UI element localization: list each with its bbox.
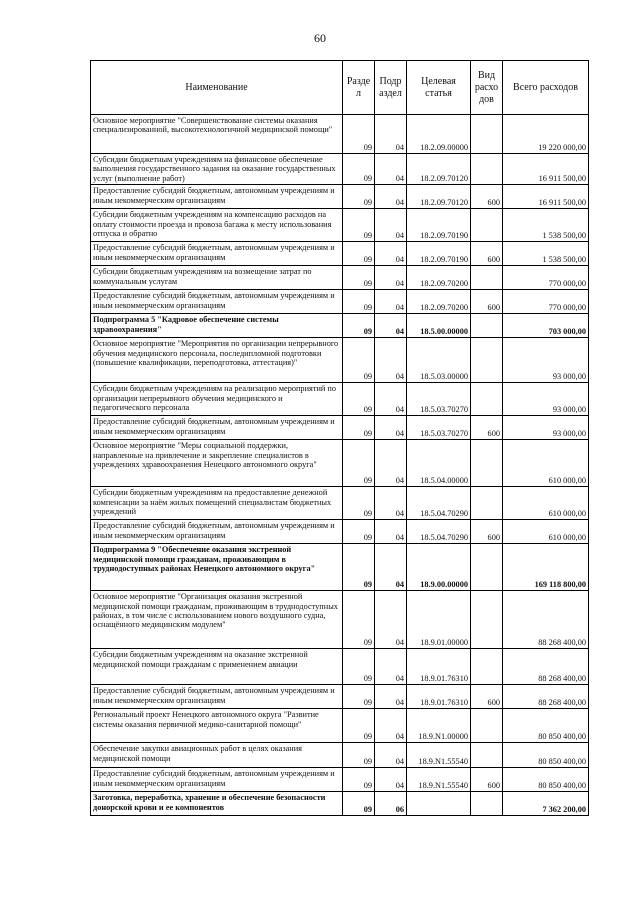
row-expense-type-cell: 600 bbox=[471, 242, 503, 266]
row-name-cell: Субсидии бюджетным учреждениям на предоставление денежной компенсации за наём жилых помещений специалистам бюджетных учреждений bbox=[91, 487, 343, 520]
row-total-cell: 19 220 000,00 bbox=[503, 115, 589, 154]
row-subsection-cell: 04 bbox=[375, 416, 407, 440]
row-subsection-cell: 06 bbox=[375, 792, 407, 816]
row-subsection-cell: 04 bbox=[375, 487, 407, 520]
table-row bbox=[91, 338, 589, 383]
table-row bbox=[91, 440, 589, 487]
row-total-cell: 88 268 400,00 bbox=[503, 591, 589, 649]
budget-table bbox=[90, 60, 589, 816]
row-expense-type-cell bbox=[471, 709, 503, 743]
table-row bbox=[91, 544, 589, 591]
table-row bbox=[91, 115, 589, 154]
row-subsection-cell: 04 bbox=[375, 266, 407, 290]
row-target-cell: 18.2.09.70120 bbox=[407, 185, 471, 209]
row-target-cell: 18.2.09.70120 bbox=[407, 154, 471, 185]
row-name-cell: Заготовка, переработка, хранение и обеспечение безопасности донорской крови и ее компонентов bbox=[91, 792, 343, 816]
table-row bbox=[91, 242, 589, 266]
row-total-cell: 80 850 400,00 bbox=[503, 743, 589, 768]
table-header-row bbox=[91, 61, 589, 115]
row-total-cell: 93 000,00 bbox=[503, 338, 589, 383]
header-expense-type: Вид расхо дов bbox=[471, 61, 503, 115]
row-target-cell: 18.9.N1.55540 bbox=[407, 768, 471, 792]
row-name-cell: Предоставление субсидий бюджетным, автономным учреждениям и иным некоммерческим организациям bbox=[91, 685, 343, 709]
row-total-cell: 16 911 500,00 bbox=[503, 154, 589, 185]
table-row bbox=[91, 383, 589, 416]
row-expense-type-cell bbox=[471, 314, 503, 338]
row-expense-type-cell bbox=[471, 487, 503, 520]
row-name-cell: Субсидии бюджетным учреждениям на компенсацию расходов на оплату стоимости проезда и провоза багажа к месту использования отпуска и обратно bbox=[91, 209, 343, 242]
row-target-cell: 18.9.01.76310 bbox=[407, 649, 471, 685]
row-name-cell: Субсидии бюджетным учреждениям на возмещение затрат по коммунальным услугам bbox=[91, 266, 343, 290]
row-subsection-cell: 04 bbox=[375, 440, 407, 487]
row-section-cell: 09 bbox=[343, 209, 375, 242]
row-target-cell: 18.5.03.70270 bbox=[407, 416, 471, 440]
row-target-cell: 18.9.N1.00000 bbox=[407, 709, 471, 743]
row-section-cell: 09 bbox=[343, 290, 375, 314]
row-total-cell: 770 000,00 bbox=[503, 290, 589, 314]
row-expense-type-cell bbox=[471, 440, 503, 487]
row-section-cell: 09 bbox=[343, 416, 375, 440]
row-expense-type-cell bbox=[471, 591, 503, 649]
row-section-cell: 09 bbox=[343, 154, 375, 185]
row-name-cell: Предоставление субсидий бюджетным, автономным учреждениям и иным некоммерческим организациям bbox=[91, 768, 343, 792]
row-name-cell: Основное мероприятие "Меры социальной поддержки, направленные на привлечение и закрепление специалистов в учреждениях здравоохранения Ненецкого автономного округа" bbox=[91, 440, 343, 487]
row-section-cell: 09 bbox=[343, 685, 375, 709]
row-section-cell: 09 bbox=[343, 487, 375, 520]
row-total-cell: 610 000,00 bbox=[503, 520, 589, 544]
header-name: Наименование bbox=[91, 61, 343, 115]
row-subsection-cell: 04 bbox=[375, 185, 407, 209]
row-total-cell: 93 000,00 bbox=[503, 416, 589, 440]
row-total-cell: 610 000,00 bbox=[503, 440, 589, 487]
row-total-cell: 770 000,00 bbox=[503, 266, 589, 290]
table-row bbox=[91, 314, 589, 338]
row-name-cell: Предоставление субсидий бюджетным, автономным учреждениям и иным некоммерческим организациям bbox=[91, 185, 343, 209]
row-section-cell: 09 bbox=[343, 792, 375, 816]
table-row bbox=[91, 685, 589, 709]
row-name-cell: Подпрограмма 5 "Кадровое обеспечение системы здравоохранения" bbox=[91, 314, 343, 338]
row-name-cell: Подпрограмма 9 "Обеспечение оказания экстренной медицинской помощи гражданам, проживающим в труднодоступных районах Ненецкого автономного округа" bbox=[91, 544, 343, 591]
row-expense-type-cell bbox=[471, 115, 503, 154]
row-target-cell bbox=[407, 792, 471, 816]
table-row bbox=[91, 792, 589, 816]
row-subsection-cell: 04 bbox=[375, 383, 407, 416]
row-total-cell: 80 850 400,00 bbox=[503, 709, 589, 743]
row-subsection-cell: 04 bbox=[375, 709, 407, 743]
row-target-cell: 18.2.09.70190 bbox=[407, 209, 471, 242]
table-row bbox=[91, 768, 589, 792]
table-row bbox=[91, 185, 589, 209]
row-total-cell: 93 000,00 bbox=[503, 383, 589, 416]
row-expense-type-cell bbox=[471, 338, 503, 383]
row-target-cell: 18.2.09.00000 bbox=[407, 115, 471, 154]
table-row bbox=[91, 487, 589, 520]
row-section-cell: 09 bbox=[343, 314, 375, 338]
row-section-cell: 09 bbox=[343, 544, 375, 591]
row-total-cell: 88 268 400,00 bbox=[503, 685, 589, 709]
row-total-cell: 16 911 500,00 bbox=[503, 185, 589, 209]
row-subsection-cell: 04 bbox=[375, 591, 407, 649]
row-subsection-cell: 04 bbox=[375, 743, 407, 768]
row-total-cell: 703 000,00 bbox=[503, 314, 589, 338]
row-target-cell: 18.9.00.00000 bbox=[407, 544, 471, 591]
row-expense-type-cell bbox=[471, 544, 503, 591]
table-row bbox=[91, 154, 589, 185]
row-name-cell: Субсидии бюджетным учреждениям на реализацию мероприятий по организации непрерывного обучения медицинского и педагогического персонала bbox=[91, 383, 343, 416]
header-total: Всего расходов bbox=[503, 61, 589, 115]
row-target-cell: 18.9.01.76310 bbox=[407, 685, 471, 709]
header-section: Разде л bbox=[343, 61, 375, 115]
table-row bbox=[91, 520, 589, 544]
table-row bbox=[91, 290, 589, 314]
table-row bbox=[91, 743, 589, 768]
row-section-cell: 09 bbox=[343, 383, 375, 416]
row-name-cell: Основное мероприятие "Совершенствование системы оказания специализированной, высокотехнологичной медицинской помощи" bbox=[91, 115, 343, 154]
row-subsection-cell: 04 bbox=[375, 209, 407, 242]
table-row bbox=[91, 416, 589, 440]
row-section-cell: 09 bbox=[343, 743, 375, 768]
table-body bbox=[91, 115, 589, 816]
row-expense-type-cell: 600 bbox=[471, 185, 503, 209]
row-name-cell: Предоставление субсидий бюджетным, автономным учреждениям и иным некоммерческим организациям bbox=[91, 520, 343, 544]
row-section-cell: 09 bbox=[343, 185, 375, 209]
table-row bbox=[91, 591, 589, 649]
row-subsection-cell: 04 bbox=[375, 242, 407, 266]
row-name-cell: Обеспечение закупки авиационных работ в целях оказания медицинской помощи bbox=[91, 743, 343, 768]
row-expense-type-cell bbox=[471, 209, 503, 242]
row-total-cell: 1 538 500,00 bbox=[503, 242, 589, 266]
row-subsection-cell: 04 bbox=[375, 115, 407, 154]
row-total-cell: 80 850 400,00 bbox=[503, 768, 589, 792]
row-subsection-cell: 04 bbox=[375, 314, 407, 338]
row-target-cell: 18.5.04.70290 bbox=[407, 520, 471, 544]
table-row bbox=[91, 209, 589, 242]
row-section-cell: 09 bbox=[343, 709, 375, 743]
row-expense-type-cell bbox=[471, 649, 503, 685]
row-section-cell: 09 bbox=[343, 266, 375, 290]
row-section-cell: 09 bbox=[343, 520, 375, 544]
row-name-cell: Субсидии бюджетным учреждениям на финансовое обеспечение выполнения государственного задания на оказание государственных услуг (выполнение работ) bbox=[91, 154, 343, 185]
row-subsection-cell: 04 bbox=[375, 290, 407, 314]
row-name-cell: Предоставление субсидий бюджетным, автономным учреждениям и иным некоммерческим организациям bbox=[91, 242, 343, 266]
row-name-cell: Региональный проект Ненецкого автономного округа "Развитие системы оказания первичной медико-санитарной помощи" bbox=[91, 709, 343, 743]
row-target-cell: 18.2.09.70200 bbox=[407, 290, 471, 314]
row-expense-type-cell: 600 bbox=[471, 290, 503, 314]
row-target-cell: 18.2.09.70190 bbox=[407, 242, 471, 266]
row-expense-type-cell bbox=[471, 266, 503, 290]
page-number: 60 bbox=[314, 31, 326, 45]
row-target-cell: 18.9.N1.55540 bbox=[407, 743, 471, 768]
row-section-cell: 09 bbox=[343, 440, 375, 487]
row-subsection-cell: 04 bbox=[375, 154, 407, 185]
row-subsection-cell: 04 bbox=[375, 768, 407, 792]
row-expense-type-cell bbox=[471, 383, 503, 416]
row-target-cell: 18.9.01.00000 bbox=[407, 591, 471, 649]
row-subsection-cell: 04 bbox=[375, 520, 407, 544]
row-total-cell: 169 118 800,00 bbox=[503, 544, 589, 591]
row-target-cell: 18.5.04.70290 bbox=[407, 487, 471, 520]
row-target-cell: 18.5.00.00000 bbox=[407, 314, 471, 338]
row-name-cell: Субсидии бюджетным учреждениям на оказание экстренной медицинской помощи гражданам с применением авиации bbox=[91, 649, 343, 685]
row-name-cell: Основное мероприятие "Организация оказания экстренной медицинской помощи гражданам, проживающим в труднодоступных районах, в том числе с использованием нового воздушного судна, оснащённого медицинским модулем" bbox=[91, 591, 343, 649]
row-target-cell: 18.5.03.70270 bbox=[407, 383, 471, 416]
row-name-cell: Предоставление субсидий бюджетным, автономным учреждениям и иным некоммерческим организациям bbox=[91, 416, 343, 440]
row-section-cell: 09 bbox=[343, 338, 375, 383]
row-total-cell: 88 268 400,00 bbox=[503, 649, 589, 685]
row-total-cell: 1 538 500,00 bbox=[503, 209, 589, 242]
row-section-cell: 09 bbox=[343, 768, 375, 792]
row-target-cell: 18.5.04.00000 bbox=[407, 440, 471, 487]
row-target-cell: 18.5.03.00000 bbox=[407, 338, 471, 383]
row-section-cell: 09 bbox=[343, 242, 375, 266]
row-expense-type-cell: 600 bbox=[471, 768, 503, 792]
table-row bbox=[91, 649, 589, 685]
row-expense-type-cell bbox=[471, 154, 503, 185]
header-target: Целевая статья bbox=[407, 61, 471, 115]
row-section-cell: 09 bbox=[343, 591, 375, 649]
table-row bbox=[91, 266, 589, 290]
row-name-cell: Основное мероприятие "Мероприятия по организации непрерывного обучения медицинского персонала, последипломной подготовки (повышение квалификации, переподготовка, аттестация)" bbox=[91, 338, 343, 383]
header-subsection: Подр аздел bbox=[375, 61, 407, 115]
row-expense-type-cell: 600 bbox=[471, 520, 503, 544]
row-total-cell: 610 000,00 bbox=[503, 487, 589, 520]
row-total-cell: 7 362 200,00 bbox=[503, 792, 589, 816]
row-subsection-cell: 04 bbox=[375, 685, 407, 709]
row-subsection-cell: 04 bbox=[375, 338, 407, 383]
row-section-cell: 09 bbox=[343, 649, 375, 685]
row-expense-type-cell bbox=[471, 792, 503, 816]
row-name-cell: Предоставление субсидий бюджетным, автономным учреждениям и иным некоммерческим организациям bbox=[91, 290, 343, 314]
row-expense-type-cell: 600 bbox=[471, 416, 503, 440]
table-row bbox=[91, 709, 589, 743]
row-expense-type-cell bbox=[471, 743, 503, 768]
row-section-cell: 09 bbox=[343, 115, 375, 154]
row-subsection-cell: 04 bbox=[375, 649, 407, 685]
row-target-cell: 18.2.09.70200 bbox=[407, 266, 471, 290]
row-subsection-cell: 04 bbox=[375, 544, 407, 591]
row-expense-type-cell: 600 bbox=[471, 685, 503, 709]
